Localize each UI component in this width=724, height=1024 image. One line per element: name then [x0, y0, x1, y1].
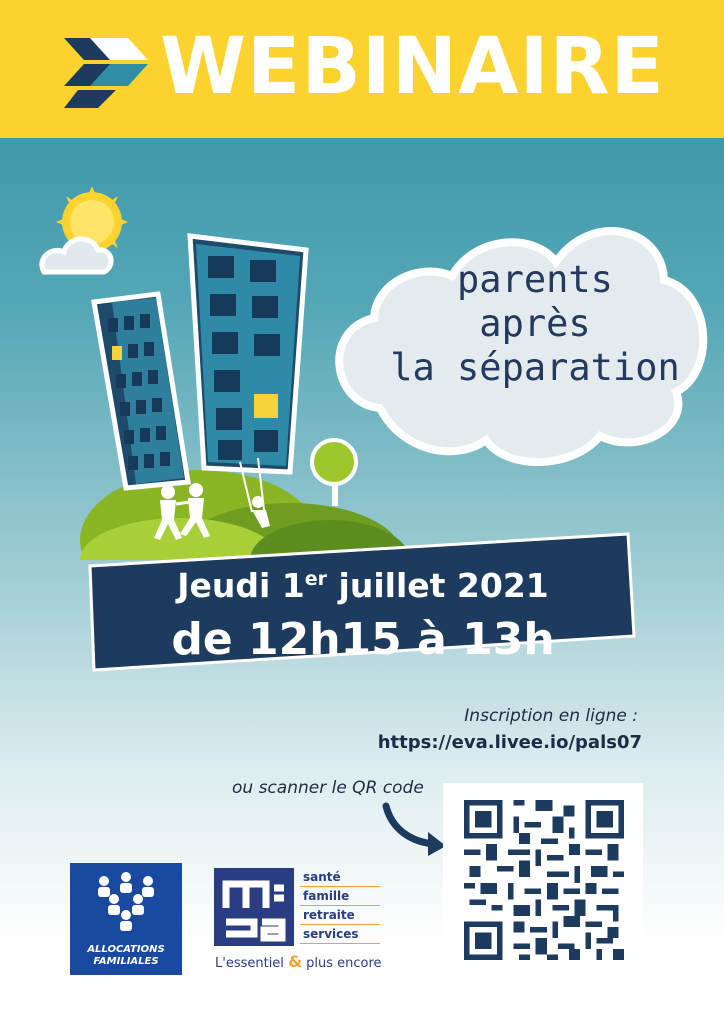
- msa-tagline-start: L'essentiel: [215, 956, 284, 971]
- event-time: de 12h15 à 13h: [171, 614, 555, 665]
- msa-tagline: [215, 952, 382, 971]
- msa-tagline-end: plus encore: [306, 956, 382, 971]
- family-figures-icon: [90, 871, 162, 935]
- registration-link[interactable]: https://eva.livee.io/pals07: [377, 732, 642, 753]
- cloud-line-1: parents: [457, 258, 613, 301]
- msa-tagline-amp: &: [288, 952, 303, 971]
- qr-code[interactable]: [464, 800, 624, 960]
- caf-name: [70, 944, 182, 968]
- msa-word-4: services: [300, 925, 380, 944]
- building-right: [190, 236, 306, 472]
- msa-word-1: santé: [300, 868, 380, 887]
- msa-word-2: famille: [300, 887, 380, 906]
- scan-label: ou scanner le QR code: [232, 778, 424, 798]
- page-title: WEBINAIRE: [160, 22, 665, 112]
- curved-arrow-icon: [378, 800, 448, 860]
- caf-line-2: FAMILIALES: [93, 956, 159, 967]
- caf-logo: [70, 863, 182, 975]
- registration-label: Inscription en ligne :: [464, 706, 638, 726]
- caf-line-1: ALLOCATIONS: [87, 944, 165, 955]
- event-month-year: juillet 2021: [338, 566, 549, 605]
- cloud-line-3: la séparation: [390, 346, 680, 389]
- sun-icon: [42, 186, 128, 272]
- cloud-line-2: après: [479, 302, 591, 345]
- msa-word-3: retraite: [300, 906, 380, 925]
- event-date: [88, 566, 638, 605]
- event-day: Jeudi 1: [177, 566, 305, 605]
- cloud-text: [380, 258, 690, 390]
- event-day-suffix: er: [304, 568, 328, 590]
- msa-logo: [214, 868, 296, 948]
- tree-icon: [312, 440, 356, 506]
- msa-words: [300, 868, 380, 944]
